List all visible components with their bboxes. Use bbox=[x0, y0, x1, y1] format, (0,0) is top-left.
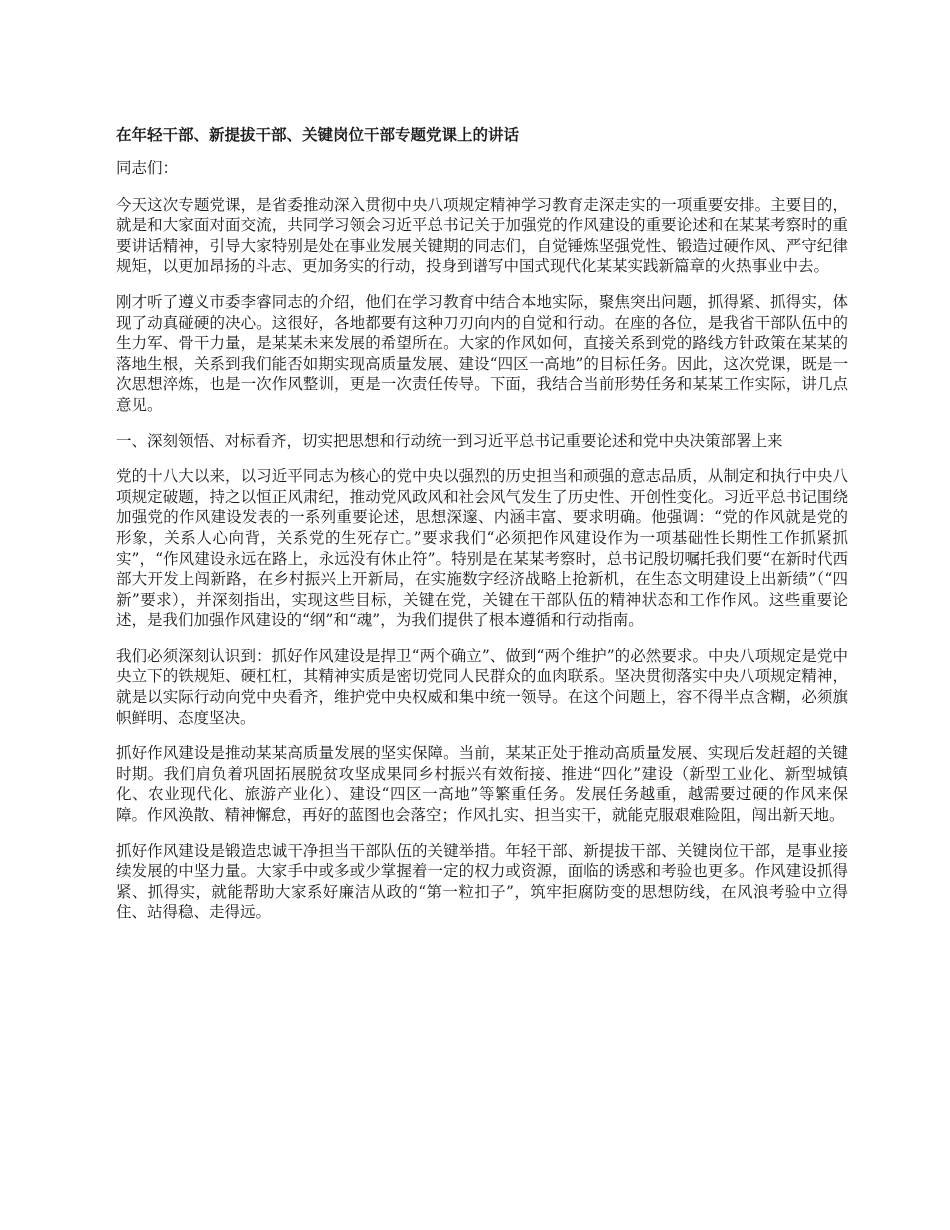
salutation: 同志们： bbox=[116, 159, 179, 177]
paragraph-point-1: 我们必须深刻认识到：抓好作风建设是捍卫“两个确立”、做到“两个维护”的必然要求。中央八项规定是党中央立下的铁规矩、硬杠杠，其精神实质是密切党同人民群众的血肉联系。坚决贯彻落实中央八项规定精神，就是以实际行动向党中央看齐，维护党中央权威和集中统一领导。在这个问题上，容不得半点含糊，必须旗帜鲜明、态度坚决。 bbox=[116, 646, 848, 727]
paragraph-background: 党的十八大以来，以习近平同志为核心的党中央以强烈的历史担当和顽强的意志品质，从制定和执行中央八项规定破题，持之以恒正风肃纪，推动党风政风和社会风气发生了历史性、开创性变化。习近平总书记围绕加强党的作风建设发表的一系列重要论述，思想深邃、内涵丰富、要求明确。他强调：“党的作风就是党的形象，关系人心向背，关系党的生死存亡。”要求我们“必须把作风建设作为一项基础性长期性工作抓紧抓实”，“作风建设永远在路上，永远没有休止符”。特别是在某某考察时，总书记殷切嘱托我们要“在新时代西部大开发上闯新路，在乡村振兴上开新局，在实施数字经济战略上抢新机，在生态文明建设上出新绩”（“四新”要求），并深刻指出，实现这些目标，关键在党，关键在干部队伍的精神状态和工作作风。这些重要论述，是我们加强作风建设的“纲”和“魂”，为我们提供了根本遵循和行动指南。 bbox=[116, 467, 848, 630]
paragraph-context: 刚才听了遵义市委李睿同志的介绍，他们在学习教育中结合本地实际，聚焦突出问题，抓得紧、抓得实，体现了动真碰硬的决心。这很好，各地都要有这种刀刃向内的自觉和行动。在座的各位，是我省干部队伍中的生力军、骨干力量，是某某未来发展的希望所在。大家的作风如何，直接关系到党的路线方针政策在某某的落地生根，关系到我们能否如期实现高质量发展、建设“四区一高地”的目标任务。因此，这次党课，既是一次思想淬炼，也是一次作风整训，更是一次责任传导。下面，我结合当前形势任务和某某工作实际，讲几点意见。 bbox=[116, 292, 848, 414]
document-page bbox=[116, 124, 848, 938]
paragraph-point-3: 抓好作风建设是锻造忠诚干净担当干部队伍的关键举措。年轻干部、新提拔干部、关键岗位干部，是事业接续发展的中坚力量。大家手中或多或少掌握着一定的权力或资源，面临的诱惑和考验也更多。作风建设抓得紧、抓得实，就能帮助大家系好廉洁从政的“第一粒扣子”，筑牢拒腐防变的思想防线，在风浪考验中立得住、站得稳、走得远。 bbox=[116, 841, 848, 922]
paragraph-point-2: 抓好作风建设是推动某某高质量发展的坚实保障。当前，某某正处于推动高质量发展、实现后发赶超的关键时期。我们肩负着巩固拓展脱贫攻坚成果同乡村振兴有效衔接、推进“四化”建设（新型工业化、新型城镇化、农业现代化、旅游产业化）、建设“四区一高地”等繁重任务。发展任务越重，越需要过硬的作风来保障。作风涣散、精神懈怠，再好的蓝图也会落空；作风扎实、担当实干，就能克服艰难险阻，闯出新天地。 bbox=[116, 744, 848, 825]
paragraph-intro: 今天这次专题党课，是省委推动深入贯彻中央八项规定精神学习教育走深走实的一项重要安排。主要目的，就是和大家面对面交流，共同学习领会习近平总书记关于加强党的作风建设的重要论述和在某某考察时的重要讲话精神，引导大家特别是处在事业发展关键期的同志们，自觉锤炼坚强党性、锻造过硬作风、严守纪律规矩，以更加昂扬的斗志、更加务实的行动，投身到谱写中国式现代化某某实践新篇章的火热事业中去。 bbox=[116, 195, 848, 276]
document-title: 在年轻干部、新提拔干部、关键岗位干部专题党课上的讲话 bbox=[116, 126, 520, 144]
section-heading-1: 一、深刻领悟、对标看齐，切实把思想和行动统一到习近平总书记重要论述和党中央决策部署上来 bbox=[116, 431, 783, 450]
